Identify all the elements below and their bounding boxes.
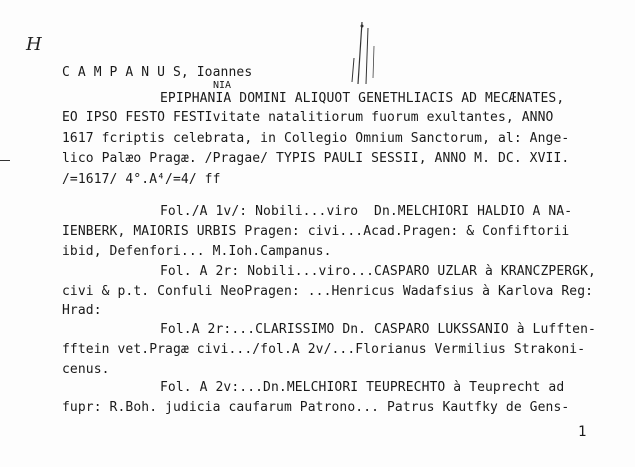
note-line-6: Hrad: (62, 303, 102, 318)
page-number: 1 (578, 424, 587, 440)
title-line-3: 1617 fcriptis celebrata, in Collegio Omnium Sanctorum, al: Ange- (62, 131, 570, 146)
note-line-5: civi & p.t. Confuli NeoPragen: ...Henricus Wadafsius à Karlova Reg: (62, 284, 594, 299)
note-line-9: cenus. (62, 362, 110, 377)
title-line-1: EPIPHANIA DOMINI ALIQUOT GENETHLIACIS AD MECÆNATES, (160, 91, 565, 106)
title-insertion: NIA (213, 80, 232, 91)
note-line-10: Fol. A 2v:...Dn.MELCHIORI TEUPRECHTO à Teuprecht ad (160, 380, 565, 395)
note-line-1: Fol./A 1v/: Nobili...viro Dn.MELCHIORI HALDIO A NA- (160, 204, 573, 219)
margin-tick (0, 160, 10, 161)
author-heading: C A M P A N U S, Ioannes (62, 65, 253, 80)
note-line-7: Fol.A 2r:...CLARISSIMO Dn. CASPARO LUKSSANIO à Lufften- (160, 322, 596, 337)
note-line-8: fftein vet.Pragæ civi.../fol.A 2v/...Florianus Vermilius Strakoni- (62, 342, 586, 357)
collation-line: /=1617/ 4°.A⁴/=4/ ff (62, 172, 221, 187)
note-line-3: ibid, Defenfori... M.Ioh.Campanus. (62, 244, 332, 259)
imprint-line: lico Palæo Pragæ. /Pragae/ TYPIS PAULI SESSII, ANNO M. DC. XVII. (62, 151, 570, 166)
handwritten-marks-icon (340, 18, 380, 88)
note-line-2: IENBERK, MAIORIS URBIS Pragen: civi...Acad.Pragen: & Confiftorii (62, 224, 570, 239)
title-line-2: EO IPSO FESTO FESTIvitate natalitiorum fuorum exultantes, ANNO (62, 110, 554, 125)
note-line-4: Fol. A 2r: Nobili...viro...CASPARO UZLAR à KRANCZPERGK, (160, 264, 596, 279)
note-line-11: fupr: R.Boh. judicia caufarum Patrono... Patrus Kautfky de Gens- (62, 400, 570, 415)
corner-mark: H (26, 34, 42, 55)
